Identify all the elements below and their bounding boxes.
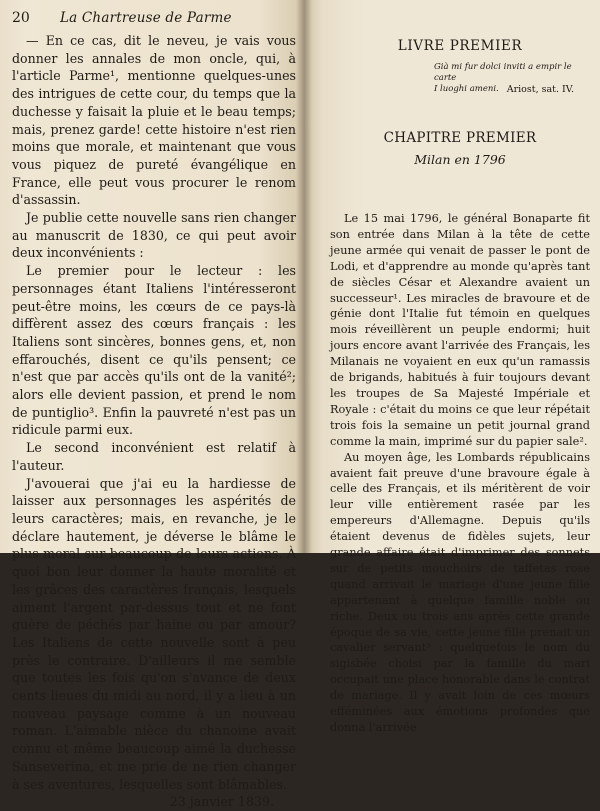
chapter-subtitle: Milan en 1796 [414,152,506,167]
left-paragraph-2: Je publie cette nouvelle sans rien changer au manuscrit de 1830, ce qui peut avoir deux inconvénients : [12,210,296,261]
left-paragraph-5: J'avouerai que j'ai eu la hardiesse de laisser aux personnages les aspérités de leurs caractères; mais, en revanche, je le déclare hautement, je déverse le blâme le plus moral sur beaucoup de leurs actions. À quoi bon leur donner la haute moralité et les grâces des caractères français, lesquels aiment l'argent par-dessus tout et ne font guère de péchés par haine ou par amour? Les Italiens de cette nouvelle sont à peu près le contraire. D'ailleurs il me semble que toutes les fois qu'on s'avance de deux cents lieues du midi au nord, il y a lieu à un nouveau paysage comme à un nouveau roman. L'aimable nièce du chanoine avait connu et même beaucoup aimé la duchesse Sanseverina, et me prie de ne rien changer à ses aventures, lesquelles sont blâmables. [12,475,296,792]
epigraph-source: Ariost, sat. IV. [506,84,574,95]
left-paragraph-4: Le second inconvénient est relatif à l'auteur. [12,440,296,473]
page-number: 20 [12,10,30,26]
left-running-head [12,10,296,26]
right-paragraph-2: Au moyen âge, les Lombards républicains avaient fait preuve d'une bravoure égale à celle des Français, et ils méritèrent de voir leur ville entièrement rasée par les empereurs d'Allemagne. Depuis qu'ils étaient devenus de fidèles sujets, leur grande affaire était d'imprimer des sonnets sur de petits mouchoirs de taffetas rose quand arrivait le mariage d'une jeune fille appartenant à quelque famille noble ou riche. Deux ou trois ans après cette grande époque de sa vie, cette jeune fille prenait un cavalier servant³ : quelquefois le nom du sigisbée choisi par la famille du mari occupait une place honorable dans le contrat de mariage. Il y avait loin de ces mœurs efféminées aux émotions profondes que donna l'arrivée [330,450,590,734]
running-title: La Chartreuse de Parme [60,10,232,26]
right-paragraph-1: Le 15 mai 1796, le général Bonaparte fit son entrée dans Milan à la tête de cette jeune armée qui venait de passer le pont de Lodi, et d'apprendre au monde qu'après tant de siècles César et Alexandre avaient un successeur¹. Les miracles de bravoure et de génie dont l'Italie fut témoin en quelques mois réveillèrent un peuple endormi; huit jours encore avant l'arrivée des Français, les Milanais ne voyaient en eux qu'un ramassis de brigands, habitués à fuir toujours devant les troupes de Sa Majesté Impériale et Royale : c'était du moins ce que leur répétait trois fois la semaine un petit journal grand comme la main, imprimé sur du papier sale². [330,212,590,448]
preface-date: 23 janvier 1839. [169,794,274,810]
chapter-heading: CHAPITRE PREMIER [383,130,537,146]
epigraph-line-2: I luoghi ameni. [434,84,499,94]
left-paragraph-3: Le premier pour le lecteur : les personnages étant Italiens l'intéresseront peut-être moins, les cœurs de ce pays-là diffèrent assez des cœurs français : les Italiens sont sincères, bonnes gens, et, non effarouchés, disent ce qu'ils pensent; ce n'est que par accès qu'ils ont de la vanité²; alors elle devient passion, et prend le nom de puntiglio³. Enfin la pauvreté n'est pas un ridicule parmi eux. [12,263,296,438]
right-page [304,0,600,734]
book-heading: LIVRE PREMIER [397,38,523,54]
left-body-text [12,32,296,793]
epigraph-line-1: Già mi fur dolci inviti a empir le carte [434,62,572,83]
right-body-text [330,211,590,736]
left-paragraph-1: — En ce cas, dit le neveu, je vais vous donner les annales de mon oncle, qui, à l'article Parme¹, mentionne quelques-unes des intrigues de cette cour, du temps que la duchesse y faisait la pluie et le beau temps; mais, prenez garde! cette histoire n'est rien moins que morale, et maintenant que vous vous piquez de pureté évangélique en France, elle peut vous procurer le renom d'assassin. [12,33,296,208]
